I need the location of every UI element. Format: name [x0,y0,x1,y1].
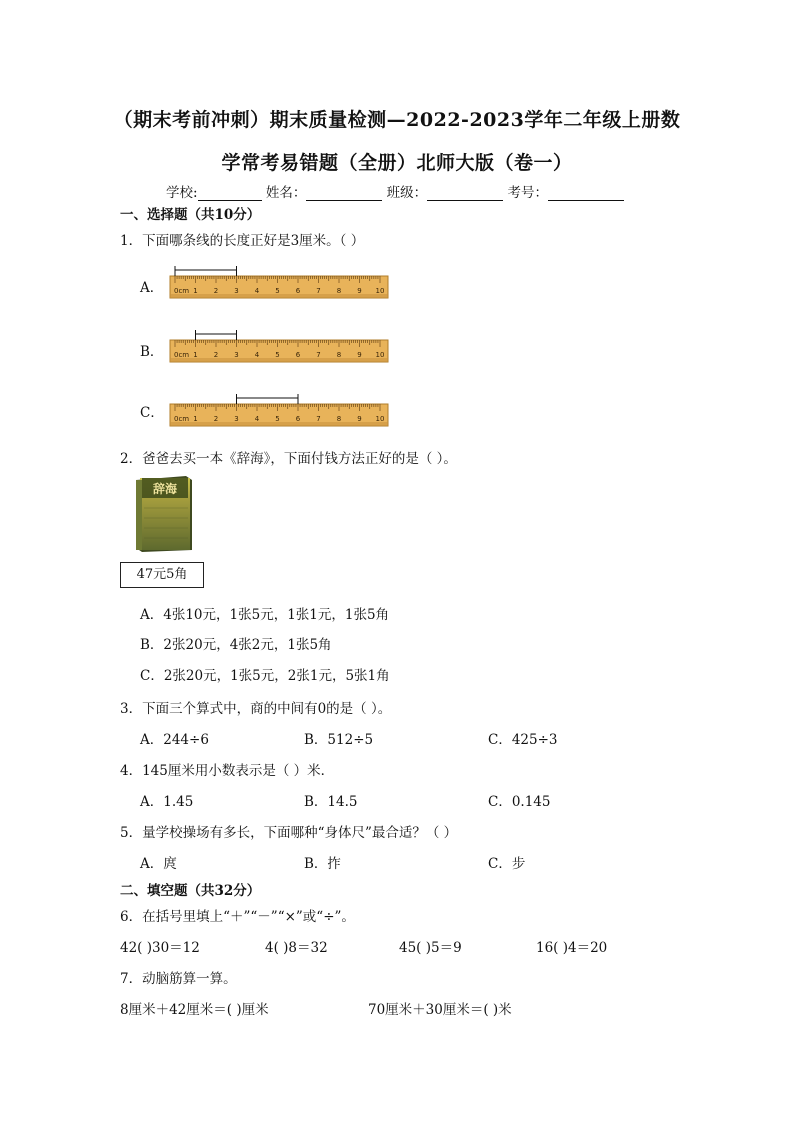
q1-option-c[interactable]: C． [140,405,164,421]
section-heading-choice: 一、选择题（共10分） [120,207,261,223]
book-title-text: 辞海 [152,482,178,496]
ruler-label: 0cm [174,415,190,423]
q2-option-b[interactable]: B．2张20元，4张2元，1张5角 [140,637,332,653]
q1-option-a[interactable]: A． [140,280,164,296]
ruler-label: 4 [254,415,260,423]
ruler-label: 2 [213,415,219,423]
name-label: 姓名： [265,185,307,201]
school-label: 学校: [166,185,198,201]
ruler-label: 7 [316,351,321,359]
ruler-label: 9 [357,351,362,359]
class-field[interactable] [427,186,503,201]
q3-option-b[interactable]: B．512÷5 [304,732,374,748]
question-7: 7．动脑筋算一算。 [120,971,237,987]
school-field[interactable] [198,186,262,201]
ruler-label: 9 [357,415,362,423]
cihai-book-image [132,474,196,554]
ruler-label: 3 [234,351,239,359]
ruler-label: 0cm [174,351,190,359]
q5-option-c[interactable]: C．步 [488,856,526,872]
question-4: 4．145厘米用小数表示是（ ）米． [120,763,335,779]
q2-option-c[interactable]: C．2张20元，1张5元，2张1元，5张1角 [140,668,390,684]
q2-option-a[interactable]: A．4张10元，1张5元，1张1元，1张5角 [140,607,390,623]
q4-option-b[interactable]: B．14.5 [304,794,358,810]
ruler-c [168,390,392,430]
q6-item-1[interactable]: 42( )30＝12 [120,940,200,956]
ruler-label: 4 [254,351,260,359]
page-title-line1: （期末考前冲刺）期末质量检测—2022-2023学年二年级上册数 [113,109,681,131]
exam-no-label: 考号： [507,185,548,201]
ruler-label: 8 [336,415,342,423]
ruler-label: 10 [375,415,385,423]
q5-option-a[interactable]: A．庹 [140,856,177,872]
price-box: 47元5角 [120,562,204,588]
ruler-label: 3 [234,287,239,295]
ruler-label: 9 [357,287,362,295]
class-label: 班级： [386,185,428,201]
exam-no-field[interactable] [548,186,624,201]
ruler-label: 6 [295,287,301,295]
q7-item-1[interactable]: 8厘米＋42厘米＝( )厘米 [120,1002,269,1018]
question-3: 3．下面三个算式中，商的中间有0的是（ ）。 [120,701,392,717]
ruler-label: 5 [275,351,280,359]
ruler-label: 5 [275,415,280,423]
q6-item-4[interactable]: 16( )4＝20 [536,940,608,956]
question-2: 2．爸爸去买一本《辞海》，下面付钱方法正好的是（ ）。 [120,451,457,467]
ruler-label: 5 [275,287,280,295]
q5-option-b[interactable]: B．拃 [304,856,341,872]
ruler-label: 8 [336,287,342,295]
question-6: 6．在括号里填上“＋”“－”“×”或“÷”。 [120,909,355,925]
ruler-label: 10 [375,351,385,359]
ruler-label: 7 [316,415,321,423]
ruler-label: 1 [193,287,198,295]
q3-option-c[interactable]: C．425÷3 [488,732,558,748]
page-title-line2: 学常考易错题（全册）北师大版（卷一） [221,152,573,174]
ruler-label: 10 [375,287,385,295]
ruler-label: 6 [295,415,301,423]
q4-option-a[interactable]: A．1.45 [140,794,194,810]
section-heading-fill: 二、填空题（共32分） [120,883,261,899]
name-field[interactable] [306,186,382,201]
ruler-b [168,326,392,366]
ruler-label: 4 [254,287,260,295]
ruler-label: 1 [193,351,198,359]
ruler-label: 0cm [174,287,190,295]
ruler-label: 6 [295,351,301,359]
student-info-row [166,181,624,201]
q4-option-c[interactable]: C．0.145 [488,794,551,810]
ruler-label: 7 [316,287,321,295]
q7-item-2[interactable]: 70厘米＋30厘米＝( )米 [368,1002,512,1018]
q3-option-a[interactable]: A．244÷6 [140,732,209,748]
q6-item-2[interactable]: 4( )8＝32 [265,940,328,956]
q6-item-3[interactable]: 45( )5＝9 [399,940,462,956]
ruler-label: 1 [193,415,198,423]
ruler-label: 2 [213,287,219,295]
ruler-label: 2 [213,351,219,359]
question-1: 1．下面哪条线的长度正好是3厘米。（ ） [120,233,365,249]
ruler-label: 8 [336,351,342,359]
ruler-label: 3 [234,415,239,423]
ruler-a [168,262,392,302]
q1-option-b[interactable]: B． [140,344,164,360]
question-5: 5．量学校操场有多长，下面哪种“身体尺”最合适？（ ） [120,825,458,841]
